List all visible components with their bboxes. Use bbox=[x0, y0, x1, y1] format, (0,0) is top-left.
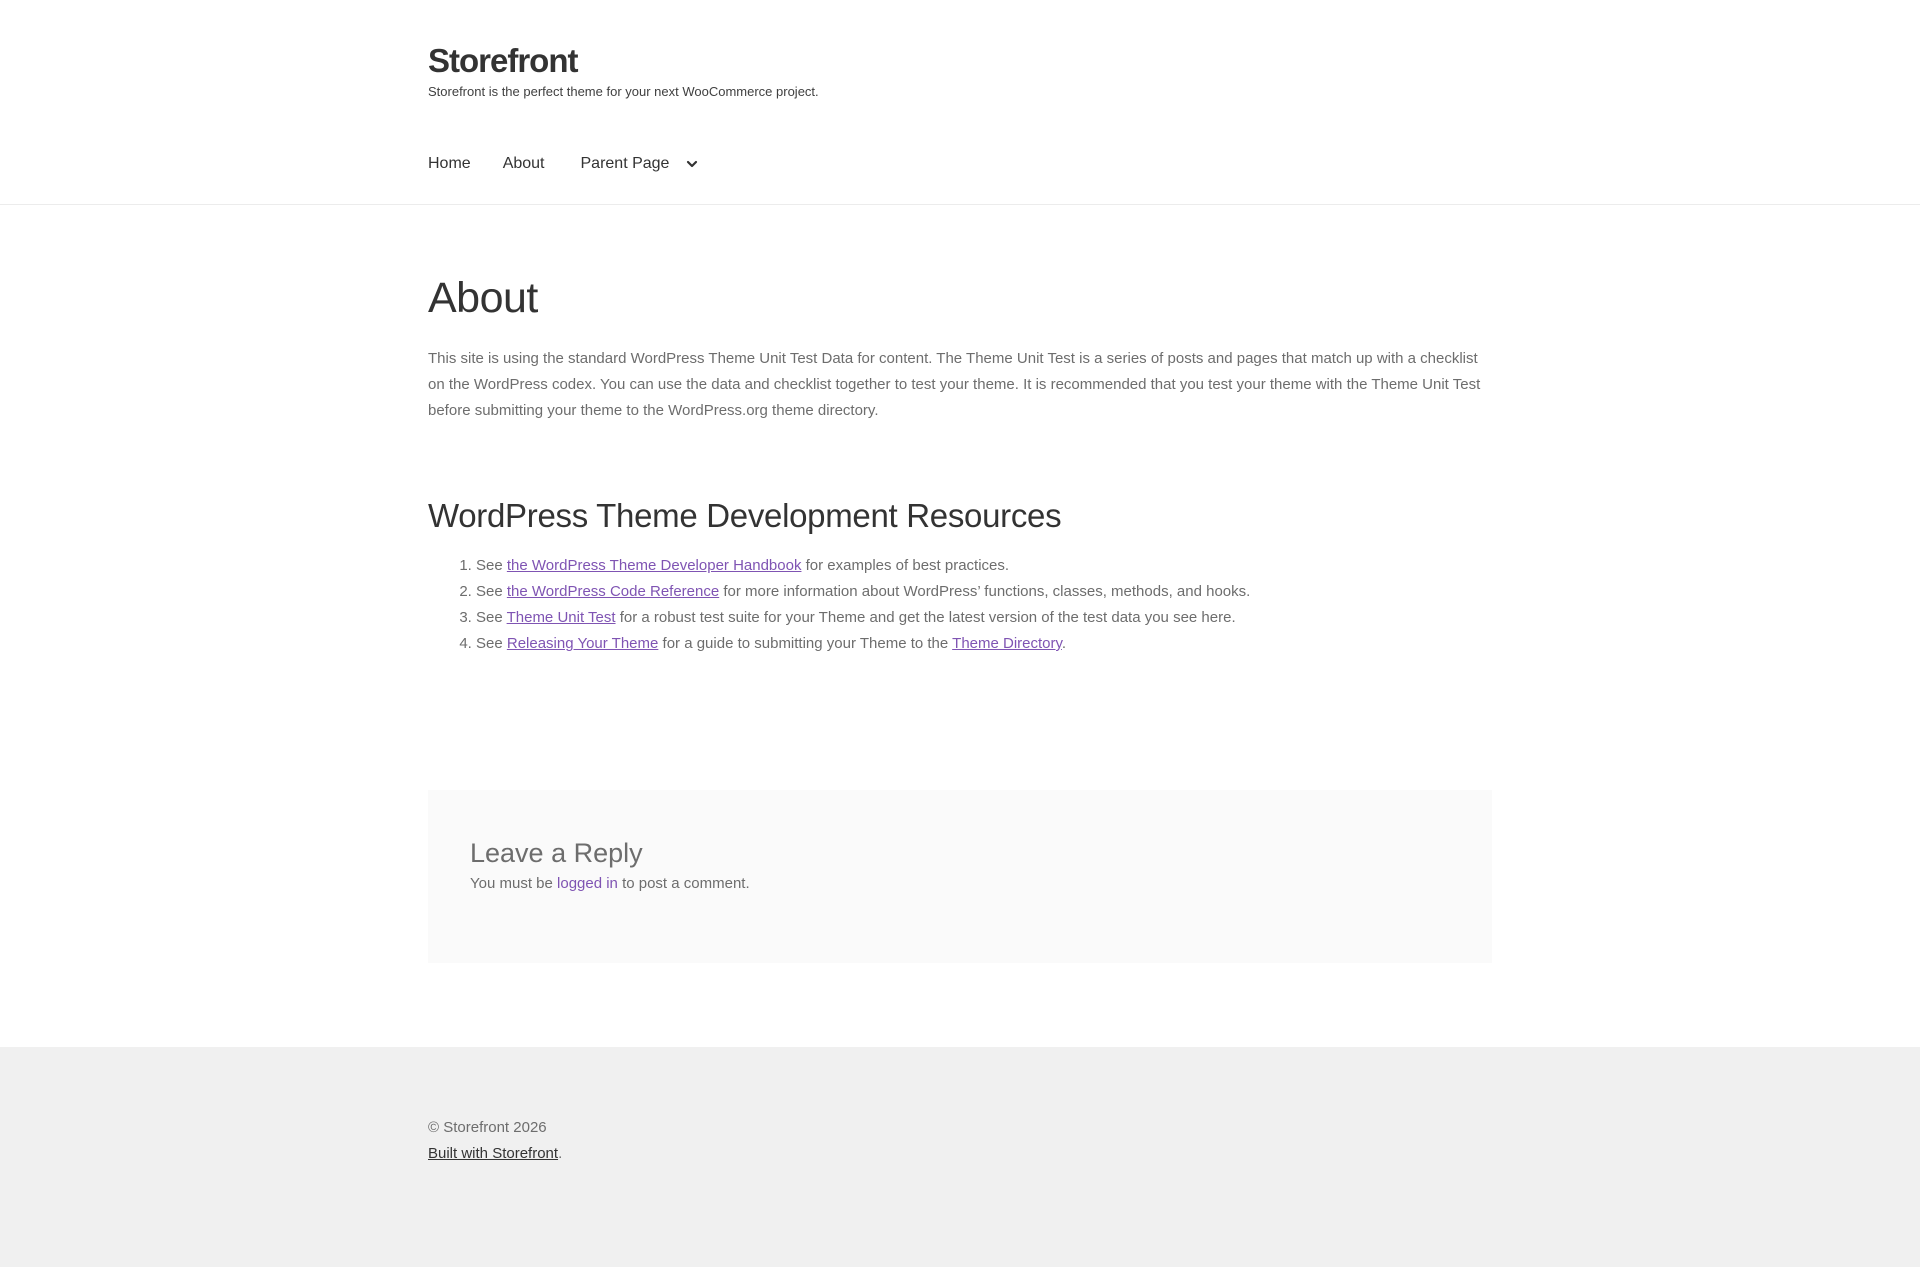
releasing-your-theme-link[interactable]: Releasing Your Theme bbox=[506, 635, 659, 652]
resources-list bbox=[428, 553, 1250, 657]
nav-item-parent-page-label[interactable]: Parent Page bbox=[580, 155, 670, 172]
list-item-suffix: for a robust test suite for your Theme and get the latest version of the test data you see here. bbox=[615, 609, 1236, 626]
site-footer bbox=[0, 1047, 1920, 1267]
list-item-suffix: . bbox=[1061, 635, 1067, 652]
site-description: Storefront is the perfect theme for your next WooCommerce project. bbox=[428, 84, 819, 99]
page-title: About bbox=[428, 274, 538, 322]
list-item bbox=[476, 631, 1250, 657]
list-item-suffix: for examples of best practices. bbox=[801, 557, 1010, 574]
theme-unit-test-link[interactable]: Theme Unit Test bbox=[506, 609, 616, 626]
theme-directory-link[interactable]: Theme Directory bbox=[952, 635, 1062, 652]
credit-suffix: . bbox=[558, 1145, 563, 1162]
theme-developer-handbook-link[interactable]: the WordPress Theme Developer Handbook bbox=[506, 557, 802, 574]
logged-in-link[interactable]: logged in bbox=[557, 875, 618, 892]
list-item-prefix: See bbox=[476, 557, 507, 574]
reply-title: Leave a Reply bbox=[470, 838, 643, 868]
credit-line bbox=[428, 1141, 562, 1167]
list-item-middle: for a guide to submitting your Theme to the bbox=[658, 635, 953, 652]
nav-item-about[interactable]: About bbox=[502, 155, 545, 172]
copyright-text: © Storefront 2026 bbox=[428, 1119, 547, 1136]
list-item bbox=[476, 605, 1250, 631]
nav-item-parent-page[interactable] bbox=[581, 152, 700, 176]
chevron-down-icon[interactable] bbox=[685, 157, 699, 171]
code-reference-link[interactable]: the WordPress Code Reference bbox=[506, 583, 720, 600]
intro-paragraph: This site is using the standard WordPress Theme Unit Test Data for content. The Theme Unit Test is a series of posts and pages that match up with a checklist on the WordPress codex. You can use the data and checklist together to test your theme. It is recommended that you test your theme with the Theme Unit Test before submitting your theme to the WordPress.org theme directory. bbox=[428, 350, 1481, 419]
nav-item-home[interactable]: Home bbox=[428, 155, 471, 172]
section-heading: WordPress Theme Development Resources bbox=[428, 497, 1062, 534]
list-item bbox=[476, 579, 1250, 605]
notice-text-before: You must be bbox=[470, 875, 558, 892]
list-item bbox=[476, 553, 1250, 579]
list-item-prefix: See bbox=[476, 635, 507, 652]
site-title-link[interactable]: Storefront bbox=[428, 42, 578, 79]
list-item-prefix: See bbox=[476, 583, 507, 600]
built-with-storefront-link[interactable]: Built with Storefront bbox=[428, 1145, 559, 1162]
notice-text-after: to post a comment. bbox=[617, 875, 750, 892]
comment-respond-box bbox=[428, 790, 1492, 963]
list-item-suffix: for more information about WordPress’ functions, classes, methods, and hooks. bbox=[719, 583, 1251, 600]
list-item-prefix: See bbox=[476, 609, 507, 626]
primary-navigation bbox=[428, 152, 699, 176]
login-required-notice bbox=[470, 872, 750, 896]
site-header bbox=[0, 0, 1920, 205]
